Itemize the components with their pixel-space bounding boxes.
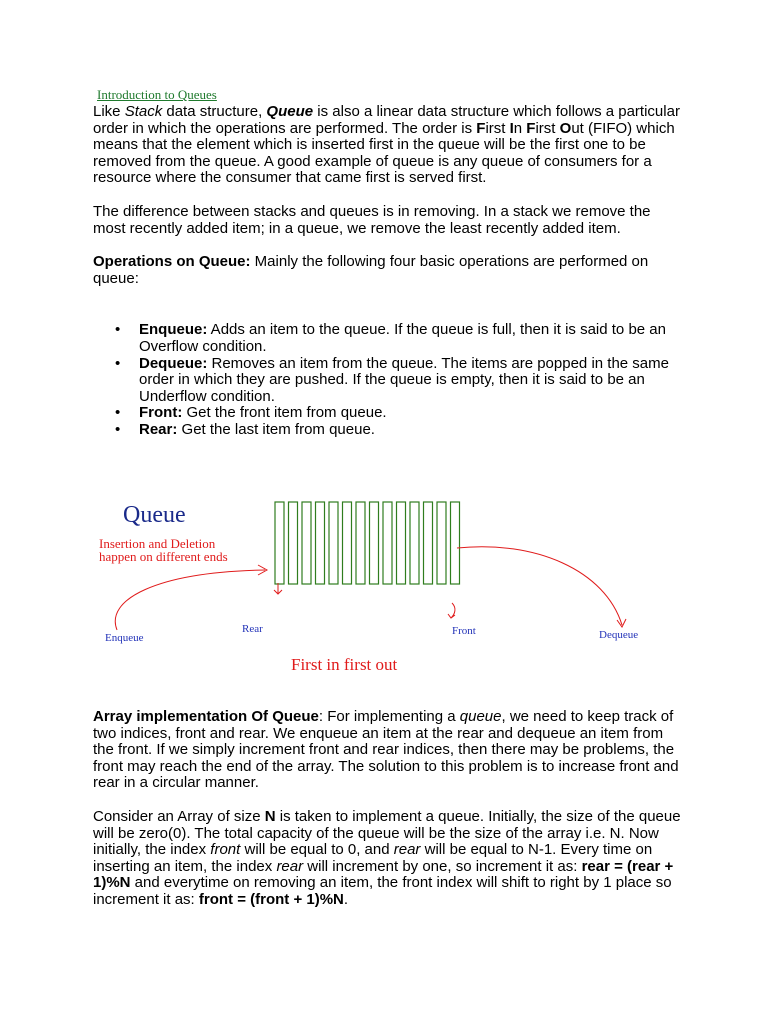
array-implementation-paragraph: Array implementation Of Queue: For implementing a queue, we need to keep track of two indices, front and rear. We enqueue an item at the rear and dequeue an item from the front. If we simply increment front and rear indices, then there may be problems, the front may reach the end of the array. The solution to this problem is to increase front and rear in a circular manner. xyxy=(93,708,679,792)
enqueue-label: Enqueue xyxy=(105,632,144,644)
queue-cell xyxy=(451,502,460,584)
array-section xyxy=(93,709,683,926)
front-label: Front xyxy=(452,625,476,637)
bullet-icon: • xyxy=(115,321,121,339)
queue-cell xyxy=(316,502,325,584)
queue-cell xyxy=(370,502,379,584)
queue-cell xyxy=(424,502,433,584)
section-heading: Introduction to Queues xyxy=(97,87,217,102)
dequeue-arrow xyxy=(457,547,622,625)
difference-paragraph: The difference between stacks and queues is in removing. In a stack we remove the most recently added item; in a queue, we remove the least recently added item. xyxy=(93,202,651,237)
list-item-rear: • Rear: Get the last item from queue. xyxy=(115,420,375,438)
operations-intro: Operations on Queue: Mainly the following four basic operations are performed on queue: xyxy=(93,253,649,287)
queue-cell xyxy=(343,502,352,584)
queue-cell xyxy=(437,502,446,584)
circular-array-paragraph: Consider an Array of size N is taken to implement a queue. Initially, the size of the queue will be zero(0). The total capacity of the queue will be the size of the array i.e. N. Now initially, the index front will be equal to 0, and rear will be equal to N-1. Every time on inserting an item, the index rear will increment by one, so increment it as: rear = (rear + 1)%N and everytime on removing an item, the front index will shift to right by 1 place so increment it as: front = (front + 1)%N. xyxy=(93,807,681,908)
list-item-enqueue: • Enqueue: Adds an item to the queue. If the queue is full, then it is said to be an Overflow condition. xyxy=(115,321,666,355)
dequeue-label: Dequeue xyxy=(599,629,639,641)
queue-cells xyxy=(275,502,460,584)
front-arrow xyxy=(448,603,455,618)
rear-arrow xyxy=(274,583,282,594)
diagram-note-line2: happen on different ends xyxy=(99,549,228,564)
queue-cell xyxy=(356,502,365,584)
queue-cell xyxy=(397,502,406,584)
operations-list xyxy=(93,322,683,438)
queue-cell xyxy=(302,502,311,584)
queue-cell xyxy=(329,502,338,584)
diagram-note-line1: Insertion and Deletion xyxy=(99,536,216,551)
enqueue-arrow xyxy=(115,570,265,630)
bullet-icon: • xyxy=(115,404,121,422)
rear-label: Rear xyxy=(242,623,263,635)
list-item-dequeue: • Dequeue: Removes an item from the queue. The items are popped in the same order in which they are pushed. If the queue is empty, then it is said to be an Underflow condition. xyxy=(115,354,669,405)
queue-cell xyxy=(275,502,284,584)
diagram-caption: First in first out xyxy=(291,655,398,674)
queue-cell xyxy=(383,502,392,584)
bullet-icon: • xyxy=(115,354,121,372)
bullet-icon: • xyxy=(115,420,121,438)
intro-paragraph: Like Stack data structure, Queue is also a linear data structure which follows a particular order in which the operations are performed. The order is First In First Out (FIFO) which means that the element which is inserted first in the queue will be the first one to be removed from the queue. A good example of queue is any queue of consumers for a resource where the consumer that came first is served first. xyxy=(93,103,680,187)
queue-cell xyxy=(410,502,419,584)
queue-cell xyxy=(289,502,298,584)
document-page xyxy=(93,86,683,439)
queue-diagram xyxy=(95,490,655,685)
list-item-front: • Front: Get the front item from queue. xyxy=(115,404,387,422)
diagram-title: Queue xyxy=(123,502,186,528)
